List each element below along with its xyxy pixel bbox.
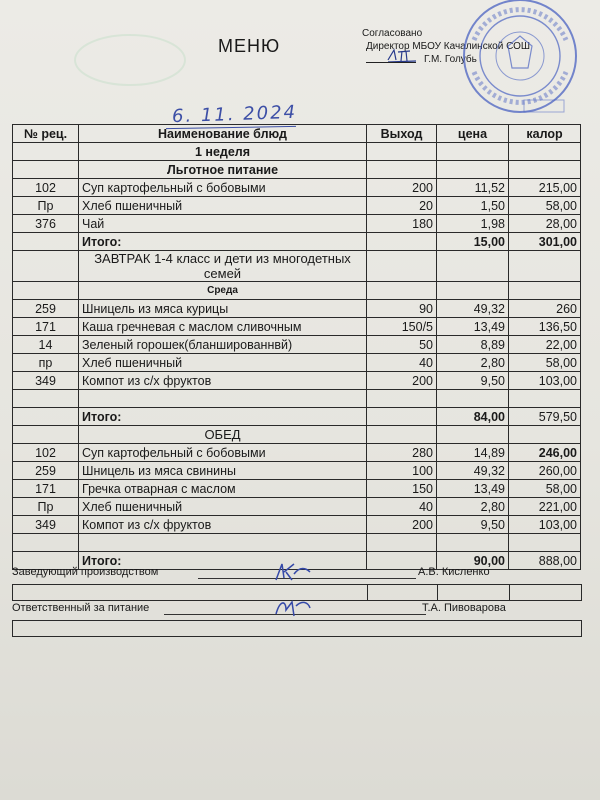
- menu-date: 6. 11. 2024: [171, 101, 298, 128]
- approval-name: Г.М. Голубь: [424, 54, 477, 65]
- table-row: 14 Зеленый горошек(бланшированнвй) 50 8,89 22,00: [13, 336, 581, 354]
- table-row: 102 Суп картофельный с бобовыми 200 11,52 215,00: [13, 179, 581, 197]
- table-row: 102 Суп картофельный с бобовыми 280 14,89 246,00: [13, 444, 581, 462]
- col-header-recipe: № рец.: [13, 125, 79, 143]
- table-row: 349 Компот из с/х фруктов 200 9,50 103,00: [13, 372, 581, 390]
- approval-label: Согласовано: [362, 28, 423, 39]
- table-row: Пр Хлеб пшеничный 40 2,80 221,00: [13, 498, 581, 516]
- breakfast-heading-row: [13, 251, 581, 282]
- total-row: Итого: 15,00 301,00: [13, 233, 581, 251]
- menu-table: [12, 124, 581, 570]
- total-row: Итого: 90,00 888,00: [13, 552, 581, 570]
- table-row: 171 Каша гречневая с маслом сливочным 150/5 13,49 136,50: [13, 318, 581, 336]
- approval-position: Директор МБОУ Качалинской СОШ: [366, 41, 531, 52]
- lunch-heading-row: [13, 426, 581, 444]
- day-row: [13, 282, 581, 300]
- responsible-label: Ответственный за питание: [12, 602, 150, 614]
- col-header-calories: калор: [509, 125, 581, 143]
- responsible-name: Т.А. Пивоварова: [422, 602, 506, 614]
- section-label: Льготное питание: [79, 161, 367, 179]
- breakfast-heading: ЗАВТРАК 1-4 класс и дети из многодетных семей: [79, 251, 367, 282]
- school-seal-stamp: [438, 0, 588, 128]
- kitchen-manager-name: А.В. Кисленко: [418, 566, 490, 578]
- faded-background-mark: [70, 30, 190, 90]
- lunch-heading: ОБЕД: [79, 426, 367, 444]
- kitchen-manager-label: Заведующий производством: [12, 566, 159, 578]
- day-label: Среда: [79, 282, 367, 300]
- col-header-portion: Выход: [367, 125, 437, 143]
- table-row: 376 Чай 180 1,98 28,00: [13, 215, 581, 233]
- manager-signature-icon: [272, 560, 312, 584]
- total-row: Итого: 84,00 579,50: [13, 408, 581, 426]
- empty-row: [13, 534, 581, 552]
- table-header-row: [13, 125, 581, 143]
- table-row: пр Хлеб пшеничный 40 2,80 58,00: [13, 354, 581, 372]
- week-row: [13, 143, 581, 161]
- table-row: 259 Шницель из мяса курицы 90 49,32 260: [13, 300, 581, 318]
- table-row: 171 Гречка отварная с маслом 150 13,49 58,00: [13, 480, 581, 498]
- table-row: Пр Хлеб пшеничный 20 1,50 58,00: [13, 197, 581, 215]
- page-title: МЕНЮ: [218, 36, 281, 56]
- col-header-dish: Наименование блюд: [79, 125, 367, 143]
- week-label: 1 неделя: [79, 143, 367, 161]
- table-row: 259 Шницель из мяса свинины 100 49,32 260,00: [13, 462, 581, 480]
- table-row: 349 Компот из с/х фруктов 200 9,50 103,00: [13, 516, 581, 534]
- responsible-signature-icon: [272, 596, 312, 620]
- empty-row: [13, 390, 581, 408]
- signature-line: [366, 62, 416, 63]
- footer-empty-box: [12, 620, 582, 637]
- section-row: [13, 161, 581, 179]
- col-header-price: цена: [437, 125, 509, 143]
